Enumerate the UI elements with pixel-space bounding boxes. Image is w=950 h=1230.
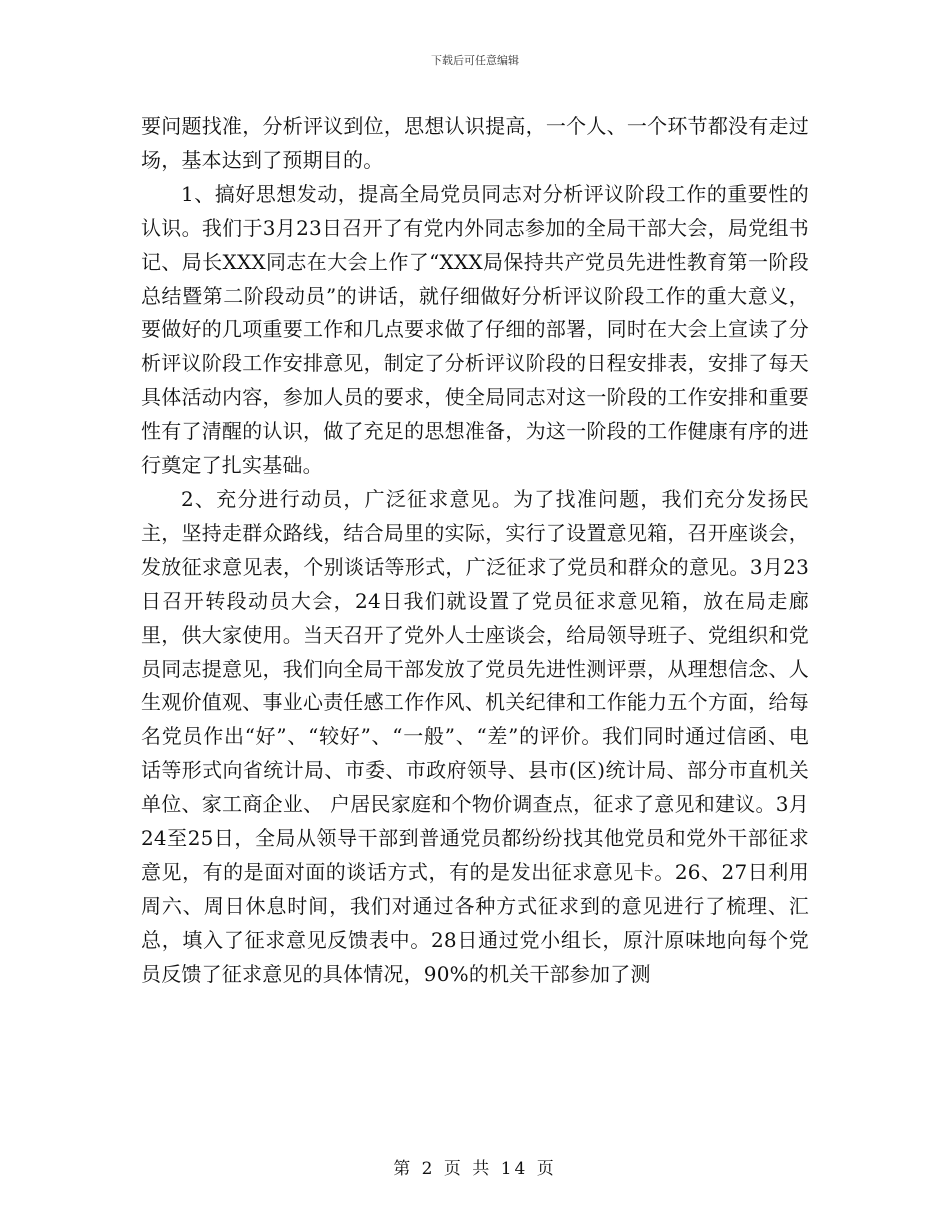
page-header: 下载后可任意编辑 [431, 54, 519, 67]
document-body [141, 110, 809, 992]
page-footer: 第 2 页 共 14 页 [393, 1159, 557, 1179]
paragraph-item-1: 1、搞好思想发动，提高全局党员同志对分析评议阶段工作的重要性的认识。我们于3月23日召开了有党内外同志参加的全局干部大会，局党组书记、局长XXX同志在大会上作了“XXX局保持共产党员先进性教育第一阶段总结暨第二阶段动员”的讲话，就仔细做好分析评议阶段工作的重大意义，要做好的几项重要工作和几点要求做了仔细的部署，同时在大会上宣读了分析评议阶段工作安排意见，制定了分析评议阶段的日程安排表，安排了每天具体活动内容，参加人员的要求，使全局同志对这一阶段的工作安排和重要性有了清醒的认识，做了充足的思想准备，为这一阶段的工作健康有序的进行奠定了扎实基础。 [141, 181, 809, 478]
paragraph-continuation: 要问题找准，分析评议到位，思想认识提高，一个人、一个环节都没有走过场，基本达到了预期目的。 [141, 114, 809, 172]
paragraph-item-2: 2、充分进行动员，广泛征求意见。为了找准问题，我们充分发扬民主，坚持走群众路线，结合局里的实际，实行了设置意见箱，召开座谈会，发放征求意见表，个别谈话等形式，广泛征求了党员和群众的意见。3月23日召开转段动员大会，24日我们就设置了党员征求意见箱，放在局走廊里，供大家使用。当天召开了党外人士座谈会，给局领导班子、党组织和党员同志提意见，我们向全局干部发放了党员先进性测评票，从理想信念、人生观价值观、事业心责任感工作作风、机关纪律和工作能力五个方面，给每名党员作出“好”、“较好”、“一般”、“差”的评价。我们同时通过信函、电话等形式向省统计局、市委、市政府领导、县市(区)统计局、部分市直机关单位、家工商企业、 户居民家庭和个物价调查点，征求了意见和建议。3月24至25日，全局从领导干部到普通党员都纷纷找其他党员和党外干部征求意见，有的是面对面的谈话方式，有的是发出征求意见卡。26、27日利用周六、周日休息时间，我们对通过各种方式征求到的意见进行了梳理、汇总，填入了征求意见反馈表中。28日通过党小组长，原汁原味地向每个党员反馈了征求意见的具体情况，90%的机关干部参加了测 [141, 486, 809, 986]
